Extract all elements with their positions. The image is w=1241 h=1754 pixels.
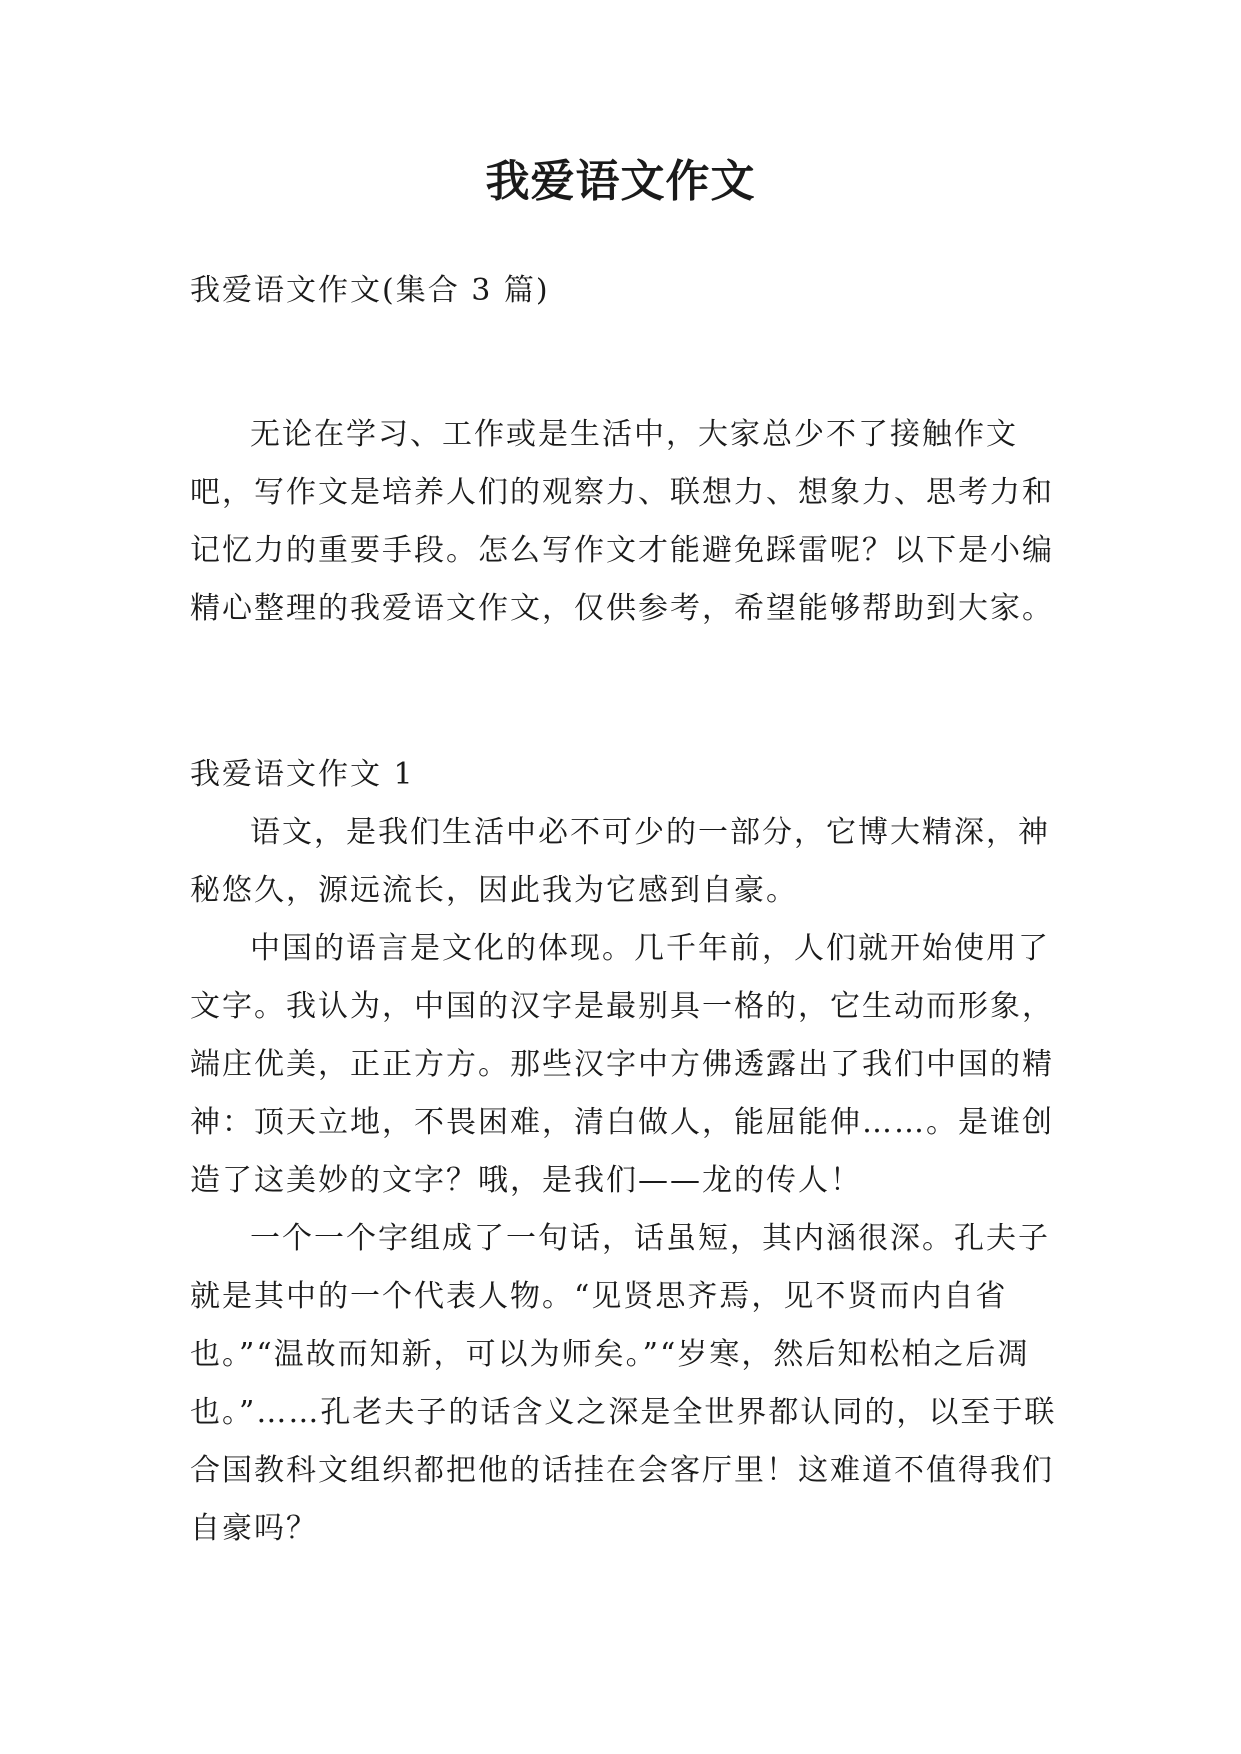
intro-paragraph: 无论在学习、工作或是生活中，大家总少不了接触作文吧，写作文是培养人们的观察力、联想力、想象力、思考力和记忆力的重要手段。怎么写作文才能避免踩雷呢？以下是小编精心整理的我爱语文作文，仅供参考，希望能够帮助到大家。 (190, 417, 1054, 626)
essay-1-paragraph-1: 语文，是我们生活中必不可少的一部分，它博大精深，神秘悠久，源远流长，因此我为它感到自豪。 (190, 815, 1050, 908)
essay-1-heading: 我爱语文作文 1 (190, 757, 415, 792)
essay-1-paragraph-3: 一个一个字组成了一句话，话虽短，其内涵很深。孔夫子就是其中的一个代表人物。“见贤思齐焉，见不贤而内自省也。”“温故而知新，可以为师矣。”“岁寒，然后知松柏之后凋也。”……孔老夫子的话含义之深是全世界都认同的，以至于联合国教科文组织都把他的话挂在会客厅里！这难道不值得我们自豪吗？ (190, 1221, 1057, 1546)
document-subtitle: 我爱语文作文(集合 3 篇) (190, 273, 550, 308)
intro-block (190, 406, 1070, 638)
essay-1-paragraph-2: 中国的语言是文化的体现。几千年前，人们就开始使用了文字。我认为，中国的汉字是最别具一格的，它生动而形象，端庄优美，正正方方。那些汉字中方佛透露出了我们中国的精神：顶天立地，不畏困难，清白做人，能屈能伸……。是谁创造了这美妙的文字？哦，是我们——龙的传人！ (190, 931, 1054, 1198)
subtitle-block (190, 262, 1070, 320)
essay-1 (190, 746, 1070, 1558)
document-title: 我爱语文作文 (485, 156, 756, 207)
